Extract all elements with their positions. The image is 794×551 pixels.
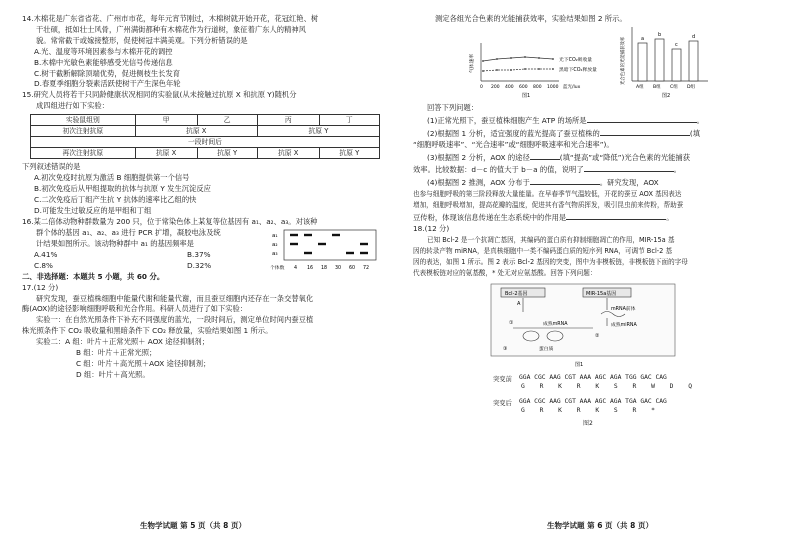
fig1-point: [552, 68, 554, 70]
q17-line2: 酶(AOX)的途径影响细胞呼吸和光合作用。科研人员进行了如下实验：: [22, 304, 248, 314]
table-header-cell: 甲: [135, 115, 197, 126]
q15-line1: 15.研究人员将若干只同龄健康状况相同的实验鼠(从未接触过抗原 X 和抗原 Y)随机分: [22, 90, 297, 100]
q18-line3: 因的表达，如图 1 所示。图 2 表示 Bcl-2 基因的突变，图中为非模板链，非模板链下面的字母: [413, 257, 688, 266]
gel-x-label: 个体数: [270, 265, 285, 271]
fig1-tick: 800: [533, 84, 542, 90]
q17-line1: 研究发现，蚕豆植株细胞中能量代谢和能量代谢，而且蚕豆细胞内还存在一条交替氧化: [36, 293, 314, 303]
fig1-tick: 1000: [547, 84, 559, 90]
label-premirna: mRNA前体: [611, 306, 636, 312]
q18-line2: 因的转录产物 miRNA，是真核细胞中一类不编码蛋白质的短序列 RNA，可调节 Bcl-2 基: [413, 246, 673, 255]
answer-blank[interactable]: [566, 211, 666, 220]
fig1-caption: 图1: [522, 92, 531, 99]
table-row: [31, 137, 380, 148]
q16-option-b: B.37%: [187, 249, 211, 259]
gel-count: 60: [349, 265, 356, 271]
q17-sub3-line2: 效率。比较数据：d－c 的值大于 b－a 的值，说明了 。: [413, 165, 681, 175]
gel-count: 18: [321, 265, 328, 271]
seq-after-dna: GGA CGC AAG CGT AAA AGC AGA TGA GAC CAG: [519, 397, 667, 405]
fig2-category: D组: [687, 84, 696, 90]
mir15a-gene-label: MIR-15a基因: [586, 290, 617, 297]
fig2-bar-label: a: [641, 35, 645, 42]
fig1-point: [510, 57, 512, 59]
table-cell: 抗原 X: [135, 126, 257, 137]
table-header-cell: 丁: [319, 115, 379, 126]
page-footer-right: 生物学试题 第 6 页（共 8 页）: [547, 521, 653, 530]
q17-figures: [413, 25, 774, 103]
fig1-point: [496, 58, 498, 60]
q17-group-b: B 组：叶片＋正常光照；: [76, 348, 157, 358]
fig1-tick: 0: [480, 84, 483, 90]
gel-band-label: a₁: [272, 232, 278, 239]
page-footer-left: 生物学试题 第 5 页（共 8 页）: [140, 521, 246, 530]
fig1-point: [510, 69, 512, 71]
bcl2-gene-label: Bcl-2基因: [505, 290, 528, 297]
table-row: [31, 126, 380, 137]
q17-sub1-text: (1)正常光照下，蚕豆植株细胞产生 ATP 的场所是: [427, 115, 587, 125]
gel-band: [346, 251, 354, 253]
q17-sub2: [413, 127, 774, 140]
label-step3: ③: [503, 345, 508, 352]
gel-band-label: a₂: [272, 241, 278, 248]
fig2-bar: [689, 41, 698, 81]
label-step1: ①: [509, 319, 514, 326]
fig1-tick: 600: [519, 84, 528, 90]
gel-band: [290, 233, 298, 235]
fig1-legend: 光下CO₂吸收量: [559, 57, 593, 63]
table-cell: 抗原 Y: [257, 126, 379, 137]
q17-sub2-line2: “细胞呼吸速率”、“光合速率”或“细胞呼吸速率和光合速率”)。: [413, 139, 614, 149]
fig-sequence: [413, 372, 774, 428]
q17-sub4-line2: 也参与细胞呼吸的第三阶段释放大量能量。在早春季节气温较低，开花的蚕豆 AOX 基因表达: [413, 190, 682, 199]
answer-blank[interactable]: [587, 114, 697, 123]
q15-table: [30, 114, 380, 159]
fig1-point: [496, 69, 498, 71]
table-cell: 抗原 Y: [319, 148, 379, 159]
answer-blank[interactable]: [584, 163, 674, 172]
q17-line4: 株光照条件下 CO₂ 吸收量和黑暗条件下 CO₂ 释放量，实验结果如图 1 所示。: [22, 326, 273, 336]
fig1-point: [538, 57, 540, 59]
q17-sub3: [413, 151, 774, 164]
q14-line3: 貌。常常截干或嫁接整形，促使树冠丰满美观。下列分析错误的是: [36, 35, 248, 45]
gel-band-label: a₃: [272, 250, 278, 257]
gel-count: 16: [307, 265, 314, 271]
fig-gene-regulation: [483, 280, 683, 370]
q17-line3: 实验一：在自然光照条件下补充不同强度的蓝光，一段时间后，测定单位时间内蚕豆植: [36, 315, 314, 325]
fig2-category: B组: [653, 84, 661, 90]
fig2-bar: [655, 39, 664, 81]
q14-option-d: D.春夏季细胞分裂素活跃使树干产生深色年轮: [34, 79, 181, 89]
fig1-point: [552, 58, 554, 60]
q17-sub4-line3: 增加，细胞呼吸增加，提高花瓣的温度，促进其有香气物质挥发，吸引昆虫前来传粉，帮助蚕: [413, 201, 684, 210]
answer-blank[interactable]: [530, 176, 600, 185]
table-cell: 抗原 X: [135, 148, 197, 159]
q17-number: 17.(12 分): [22, 282, 59, 292]
q17-sub4-line4-text: 豆传粉，体现该信息传递在生态系统中的作用是: [413, 213, 567, 223]
q17-sub4-line4: 豆传粉，体现该信息传递在生态系统中的作用是 。: [413, 213, 674, 223]
q15-option-c: C.二次免疫后丁组产生抗 Y 抗体的速率比乙组的快: [34, 194, 197, 204]
section-title: 二、非选择题：本题共 5 小题，共 60 分。: [22, 271, 165, 281]
fig1-tick: 400: [505, 84, 514, 90]
gel-band: [304, 251, 312, 253]
fig2-bar: [672, 49, 681, 81]
fig2-bar: [638, 43, 647, 81]
table-cell: 再次注射抗原: [31, 148, 136, 159]
q16-line3: 计结果如图所示。该动物种群中 a₁ 的基因频率是: [36, 238, 194, 248]
seq-before-label: 突变前: [493, 375, 512, 383]
seq-caption: 图2: [583, 419, 593, 427]
fig2-bar-label: c: [675, 41, 678, 48]
q17-group-c: C 组：叶片＋高光照＋AOX 途径抑制剂；: [76, 358, 211, 368]
table-header-cell: 乙: [197, 115, 257, 126]
gel-count: 4: [294, 265, 298, 271]
gel-count: 30: [335, 265, 342, 271]
gel-band: [318, 242, 326, 244]
label-a: A: [517, 300, 521, 307]
q14-line1: 14.木棉花是广东省省花、广州市市花，每年元宵节刚过，木棉树就开始开花，花冠红艳、树: [22, 14, 319, 23]
fig2-bar-label: b: [658, 31, 662, 38]
label-mrna: 成熟mRNA: [543, 321, 568, 327]
fig1-point: [482, 60, 484, 62]
table-row: [31, 148, 380, 159]
gel-count: 72: [363, 265, 370, 271]
table-cell: 抗原 X: [257, 148, 319, 159]
q14-option-a: A.光、温度等环境因素参与木棉开花的调控: [34, 46, 173, 56]
q15-option-a: A.初次免疫时抗原为激活 B 细胞提供第一个信号: [34, 173, 190, 183]
gel-band: [290, 242, 298, 244]
q17-group-d: D 组：叶片＋高光照。: [76, 369, 150, 379]
fig2-category: C组: [670, 84, 678, 90]
fig2-category: A组: [636, 84, 644, 90]
seq-before-dna: GGA CGC AAG CGT AAA AGC AGA TGG GAC CAG: [519, 373, 667, 381]
q17-sub2-text: (2)根据图 1 分析，适宜强度的蓝光提高了蚕豆植株的: [427, 128, 600, 138]
q18-line1: 已知 Bcl-2 是一个抗凋亡基因，其编码的蛋白质有抑制细胞凋亡的作用，MIR-15a 基: [427, 235, 675, 244]
seq-after-label: 突变后: [493, 399, 512, 407]
q18-line4: 代表模板链对应的氨基酸，* 处无对应氨基酸。回答下列问题：: [413, 268, 597, 277]
q17-answer-intro: 回答下列问题：: [427, 102, 479, 112]
label-step2: ②: [595, 332, 600, 339]
label-protein: 蛋白质: [539, 346, 554, 352]
q16-line2: 群个体的基因 a₁、a₂、a₃ 进行 PCR 扩增，凝胶电泳及统: [36, 227, 221, 237]
q14-option-b: B.木棉中光敏色素能够感受光信号传递信息: [34, 57, 173, 67]
gel-band: [360, 251, 368, 253]
q14-line2: 干壮硕，抵如壮士风骨，广州满街都种有木棉花作为行道树，象征着广东人的精神风: [36, 24, 306, 34]
fig1-point: [538, 68, 540, 70]
answer-blank[interactable]: [530, 151, 560, 160]
fig2-ylabel: 光合色素的光能捕获效率: [621, 36, 626, 85]
q16-options-row2: [22, 261, 383, 272]
q17-sub2-tail: (填: [689, 128, 701, 138]
gel-band: [304, 233, 312, 235]
q15-line2: 成四组进行如下实验：: [36, 101, 109, 111]
gel-band: [332, 233, 340, 235]
table-header-cell: 丙: [257, 115, 319, 126]
table-cell: 一段时间后: [31, 137, 380, 148]
label-mirna: 成熟miRNA: [611, 322, 637, 328]
q17-sub4-tail: 。研究发现，AOX: [599, 178, 659, 188]
q17-intro-cont: 测定各组光合色素的光能捕获效率，实验结果如图 2 所示。: [435, 14, 627, 23]
q16-option-a: A.41%: [34, 249, 58, 259]
fig1-line-chart: [467, 25, 637, 101]
fig1-series-light: [483, 57, 553, 61]
fig2-caption: 图2: [662, 92, 671, 99]
q17-sub1: (1)正常光照下，蚕豆植株细胞产生 ATP 的场所是 。: [427, 115, 704, 125]
q16-line1: 16.某二倍体动物种群数量为 200 只，位于常染色体上某复等位基因有 a₁、a₂、a₃。对该种: [22, 216, 318, 226]
table-header-cell: 实验鼠组别: [31, 115, 136, 126]
q16-option-c: C.8%: [34, 260, 53, 270]
q17-sub4-text: (4)根据图 2 推测，AOX 分布于: [427, 178, 530, 188]
fig1-x-unit: 蓝光/lux: [563, 84, 581, 90]
right-page: [397, 0, 794, 551]
q17-line5: 实验二：A 组：叶片＋正常光照＋ AOX 途径抑制剂；: [36, 337, 210, 347]
q16-option-d: D.32%: [187, 260, 212, 270]
seq-before-aa: G R K R K S R W D Q: [521, 382, 693, 390]
fig1-point: [482, 70, 484, 72]
fig2-bar-chart: [618, 23, 728, 101]
fig3-caption: 图1: [575, 361, 584, 368]
gel-band: [360, 242, 368, 244]
fig1-series-dark: [483, 69, 553, 71]
q15-question: 下列叙述错误的是: [22, 162, 81, 172]
answer-blank[interactable]: [600, 127, 690, 136]
fig1-point: [524, 68, 526, 70]
q14-option-c: C.树干截断解除顶端优势，促进侧枝生长发育: [34, 68, 181, 78]
q15-option-b: B.初次免疫后从甲组提取的抗体与抗原 Y 发生沉淀反应: [34, 183, 211, 193]
fig1-ylabel: 气体速率: [470, 53, 475, 73]
seq-after-aa: G R K R K S R *: [521, 406, 655, 414]
fig2-bar-label: d: [692, 33, 696, 40]
q17-sub4: [413, 176, 774, 189]
q18-number: 18.(12 分): [413, 223, 450, 233]
q17-sub3-line2-text: 效率。比较数据：d－c 的值大于 b－a 的值，说明了: [413, 165, 584, 175]
table-cell: 初次注射抗原: [31, 126, 136, 137]
table-row: [31, 115, 380, 126]
fig1-point: [524, 56, 526, 58]
q15-option-d: D.可能发生过敏反应的是甲组和丁组: [34, 205, 152, 215]
fig1-tick: 200: [491, 84, 500, 90]
q17-sub3-text: (3)根据图 2 分析，AOX 的途径: [427, 152, 530, 162]
q17-sub3-mid: (填“提高”或“降低”)光合色素的光能捕获: [559, 152, 691, 162]
table-cell: 抗原 Y: [197, 148, 257, 159]
fig1-legend: 黑暗下CO₂释放量: [559, 67, 597, 73]
